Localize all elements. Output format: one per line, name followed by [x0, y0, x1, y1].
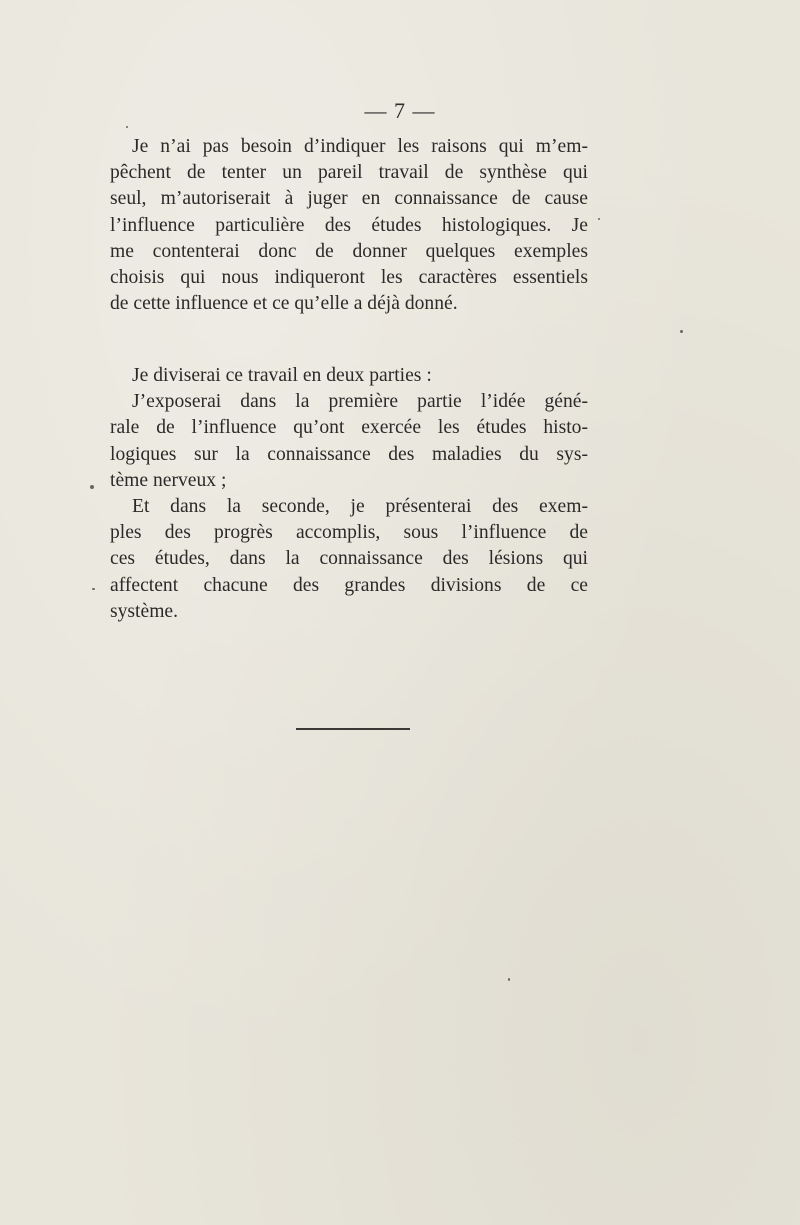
- paper-speck: [680, 330, 683, 333]
- text-line: affectent chacune des grandes divisions de ce: [110, 574, 588, 596]
- text-line: seul, m’autoriserait à juger en connaissance de cause: [110, 188, 588, 210]
- text-line: logiques sur la connaissance des maladies du sys-: [110, 443, 588, 465]
- paper-speck: [90, 485, 94, 489]
- text-line: ples des progrès accomplis, sous l’influence de: [110, 522, 588, 544]
- paragraph-intro: [110, 134, 588, 317]
- paper-speck: [92, 588, 95, 590]
- section-rule: [296, 728, 410, 730]
- text-line: Je n’ai pas besoin d’indiquer les raisons qui m’em-: [132, 136, 588, 157]
- paragraph-plan: [110, 363, 588, 625]
- text-line: tème nerveux ;: [110, 469, 227, 491]
- text-line: Je diviserai ce travail en deux parties :: [132, 365, 432, 386]
- text-line: ces études, dans la connaissance des lésions qui: [110, 548, 588, 570]
- text-line: pêchent de tenter un pareil travail de synthèse qui: [110, 162, 588, 184]
- paper-speck: [598, 218, 600, 220]
- text-line: l’influence particulière des études histologiques. Je: [110, 214, 588, 236]
- text-line: rale de l’influence qu’ont exercée les études histo-: [110, 417, 588, 439]
- text-line: de cette influence et ce qu’elle a déjà donné.: [110, 293, 458, 315]
- paper-speck: [126, 126, 128, 128]
- text-line: me contenterai donc de donner quelques exemples: [110, 240, 588, 262]
- text-line: système.: [110, 600, 179, 622]
- page-number: — 7 —: [364, 98, 436, 123]
- paper-speck: [508, 978, 510, 981]
- text-line: choisis qui nous indiqueront les caractères essentiels: [110, 266, 588, 288]
- text-line: Et dans la seconde, je présenterai des exem-: [132, 495, 588, 517]
- text-line: J’exposerai dans la première partie l’idée géné-: [132, 391, 588, 413]
